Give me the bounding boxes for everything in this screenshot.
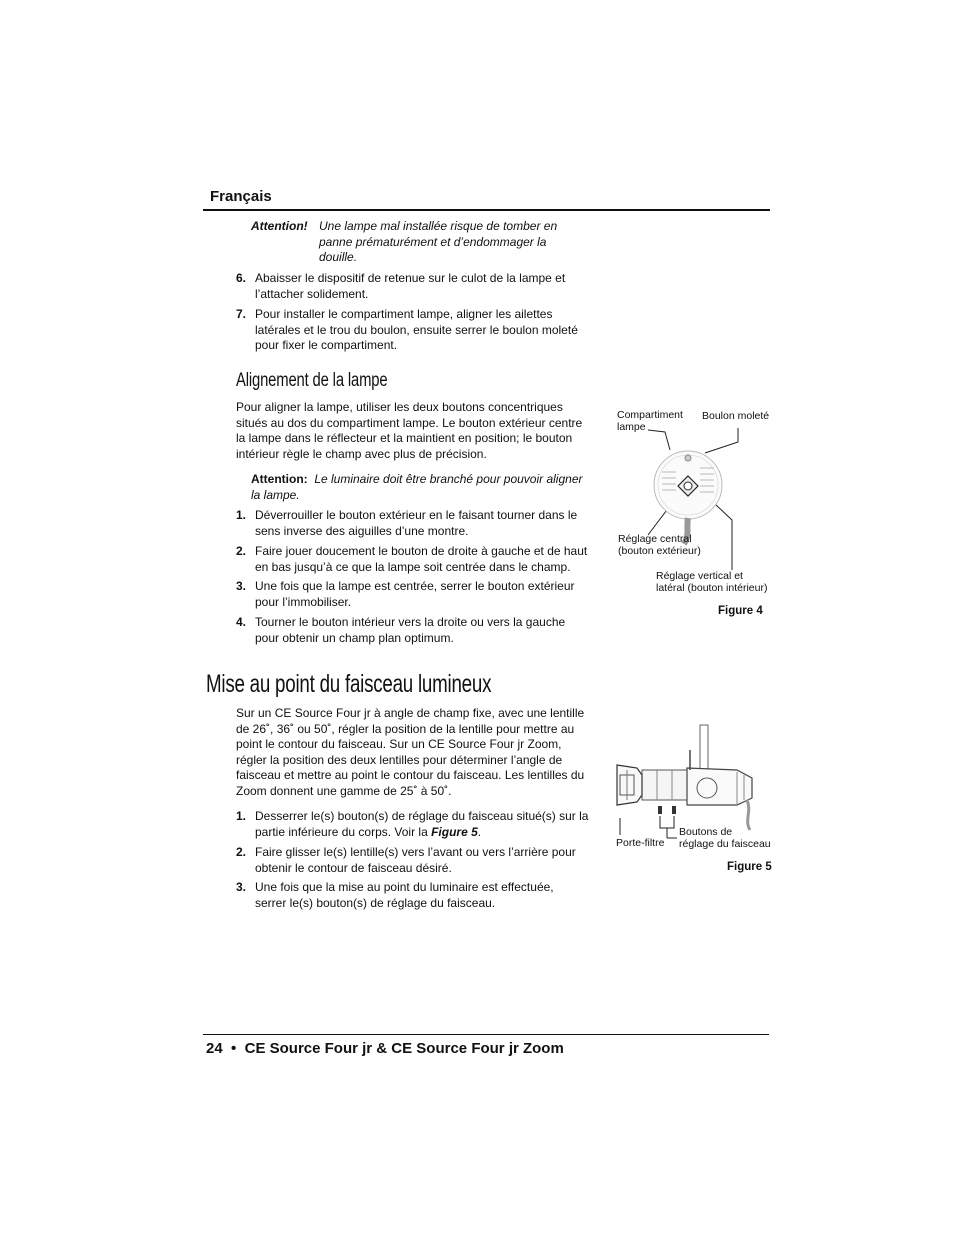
section-paragraph: Pour aligner la lampe, utiliser les deux boutons concentriques situés au dos du compartiment lampe. Le bouton extérieur centre la lampe dans le réflecteur et la maintient en position; le bouton intérieur règle le champ avec plus de précision. — [236, 400, 583, 461]
list-item: Déverrouiller le bouton extérieur en le faisant tourner dans le sens inverse des aiguilles d’une montre. — [255, 508, 578, 538]
figure4-caption: Figure 4 — [718, 605, 763, 617]
attention-note-label: Attention! — [251, 219, 308, 233]
footer-rule — [203, 1034, 769, 1035]
section-header-title: Français — [210, 188, 272, 205]
list-item: Une fois que la lampe est centrée, serrer le bouton extérieur pour l’immobiliser. — [255, 579, 575, 609]
figure4-label-reglage-vertical: Réglage vertical et latéral (bouton intérieur) — [656, 570, 768, 594]
step-number: 3. — [236, 880, 247, 894]
figure5-caption: Figure 5 — [727, 861, 772, 873]
step-number: 2. — [236, 544, 247, 558]
figure4-label-boulon: Boulon moleté — [702, 410, 770, 422]
list-item: Pour installer le compartiment lampe, aligner les ailettes latérales et le trou du boulon, ensuite serrer le boulon moleté pour fixer le compartiment. — [255, 307, 578, 353]
figure5-fixture-illustration — [612, 720, 762, 840]
section-paragraph: Sur un CE Source Four jr à angle de champ fixe, avec une lentille de 26˚, 36˚ ou 50˚, régler la position de la lentille pour mettre au point le contour du faisceau. Sur un CE Source Four jr Zoom, régler la position des deux lentilles pour déterminer l’angle de faisceau et mettre au point le contour du faisceau. Les lentilles du Zoom donnent une gamme de 25˚ à 50˚. — [236, 706, 585, 798]
figure4-label-compartiment: Compartiment lampe — [617, 409, 683, 433]
list-item: Faire jouer doucement le bouton de droite à gauche et de haut en bas jusqu’à ce que la lampe soit centrée dans le champ. — [255, 544, 588, 574]
section-heading-mise-au-point: Mise au point du faisceau lumineux — [206, 670, 492, 698]
list-item: Abaisser le dispositif de retenue sur le culot de la lampe et l’attacher solidement. — [255, 271, 566, 301]
step-number: 4. — [236, 615, 247, 629]
figure4-label-reglage-central: Réglage central (bouton extérieur) — [618, 533, 701, 557]
header-rule — [203, 209, 770, 211]
list-item: Tourner le bouton intérieur vers la droite ou vers la gauche pour obtenir un champ plan optimum. — [255, 615, 566, 645]
step-number: 3. — [236, 579, 247, 593]
figure5-label-boutons: Boutons de réglage du faisceau — [679, 826, 771, 850]
section-heading-alignement: Alignement de la lampe — [236, 370, 388, 391]
figure-reference-link: Figure 5 — [431, 824, 478, 839]
figure5-label-porte-filtre: Porte-filtre — [616, 837, 665, 849]
page-footer: 24 • CE Source Four jr & CE Source Four jr Zoom — [206, 1040, 564, 1057]
attention-note: Attention: Le luminaire doit être branché pour pouvoir aligner la lampe. — [251, 472, 583, 502]
step-number: 2. — [236, 845, 247, 859]
step-number: 7. — [236, 307, 247, 321]
step-number: 1. — [236, 809, 247, 823]
list-item: Une fois que la mise au point du luminaire est effectuée, serrer le(s) bouton(s) de réglage du faisceau. — [255, 880, 554, 910]
step-number: 6. — [236, 271, 247, 285]
list-item: Faire glisser le(s) lentille(s) vers l’avant ou vers l’arrière pour obtenir le contour de faisceau désiré. — [255, 845, 576, 875]
list-item: Desserrer le(s) bouton(s) de réglage du faisceau situé(s) sur la partie inférieure du corps. Voir la Figure 5. — [255, 809, 589, 839]
attention-note-text: Une lampe mal installée risque de tomber en panne prématurément et d’endommager la douille. — [319, 219, 558, 265]
step-number: 1. — [236, 508, 247, 522]
